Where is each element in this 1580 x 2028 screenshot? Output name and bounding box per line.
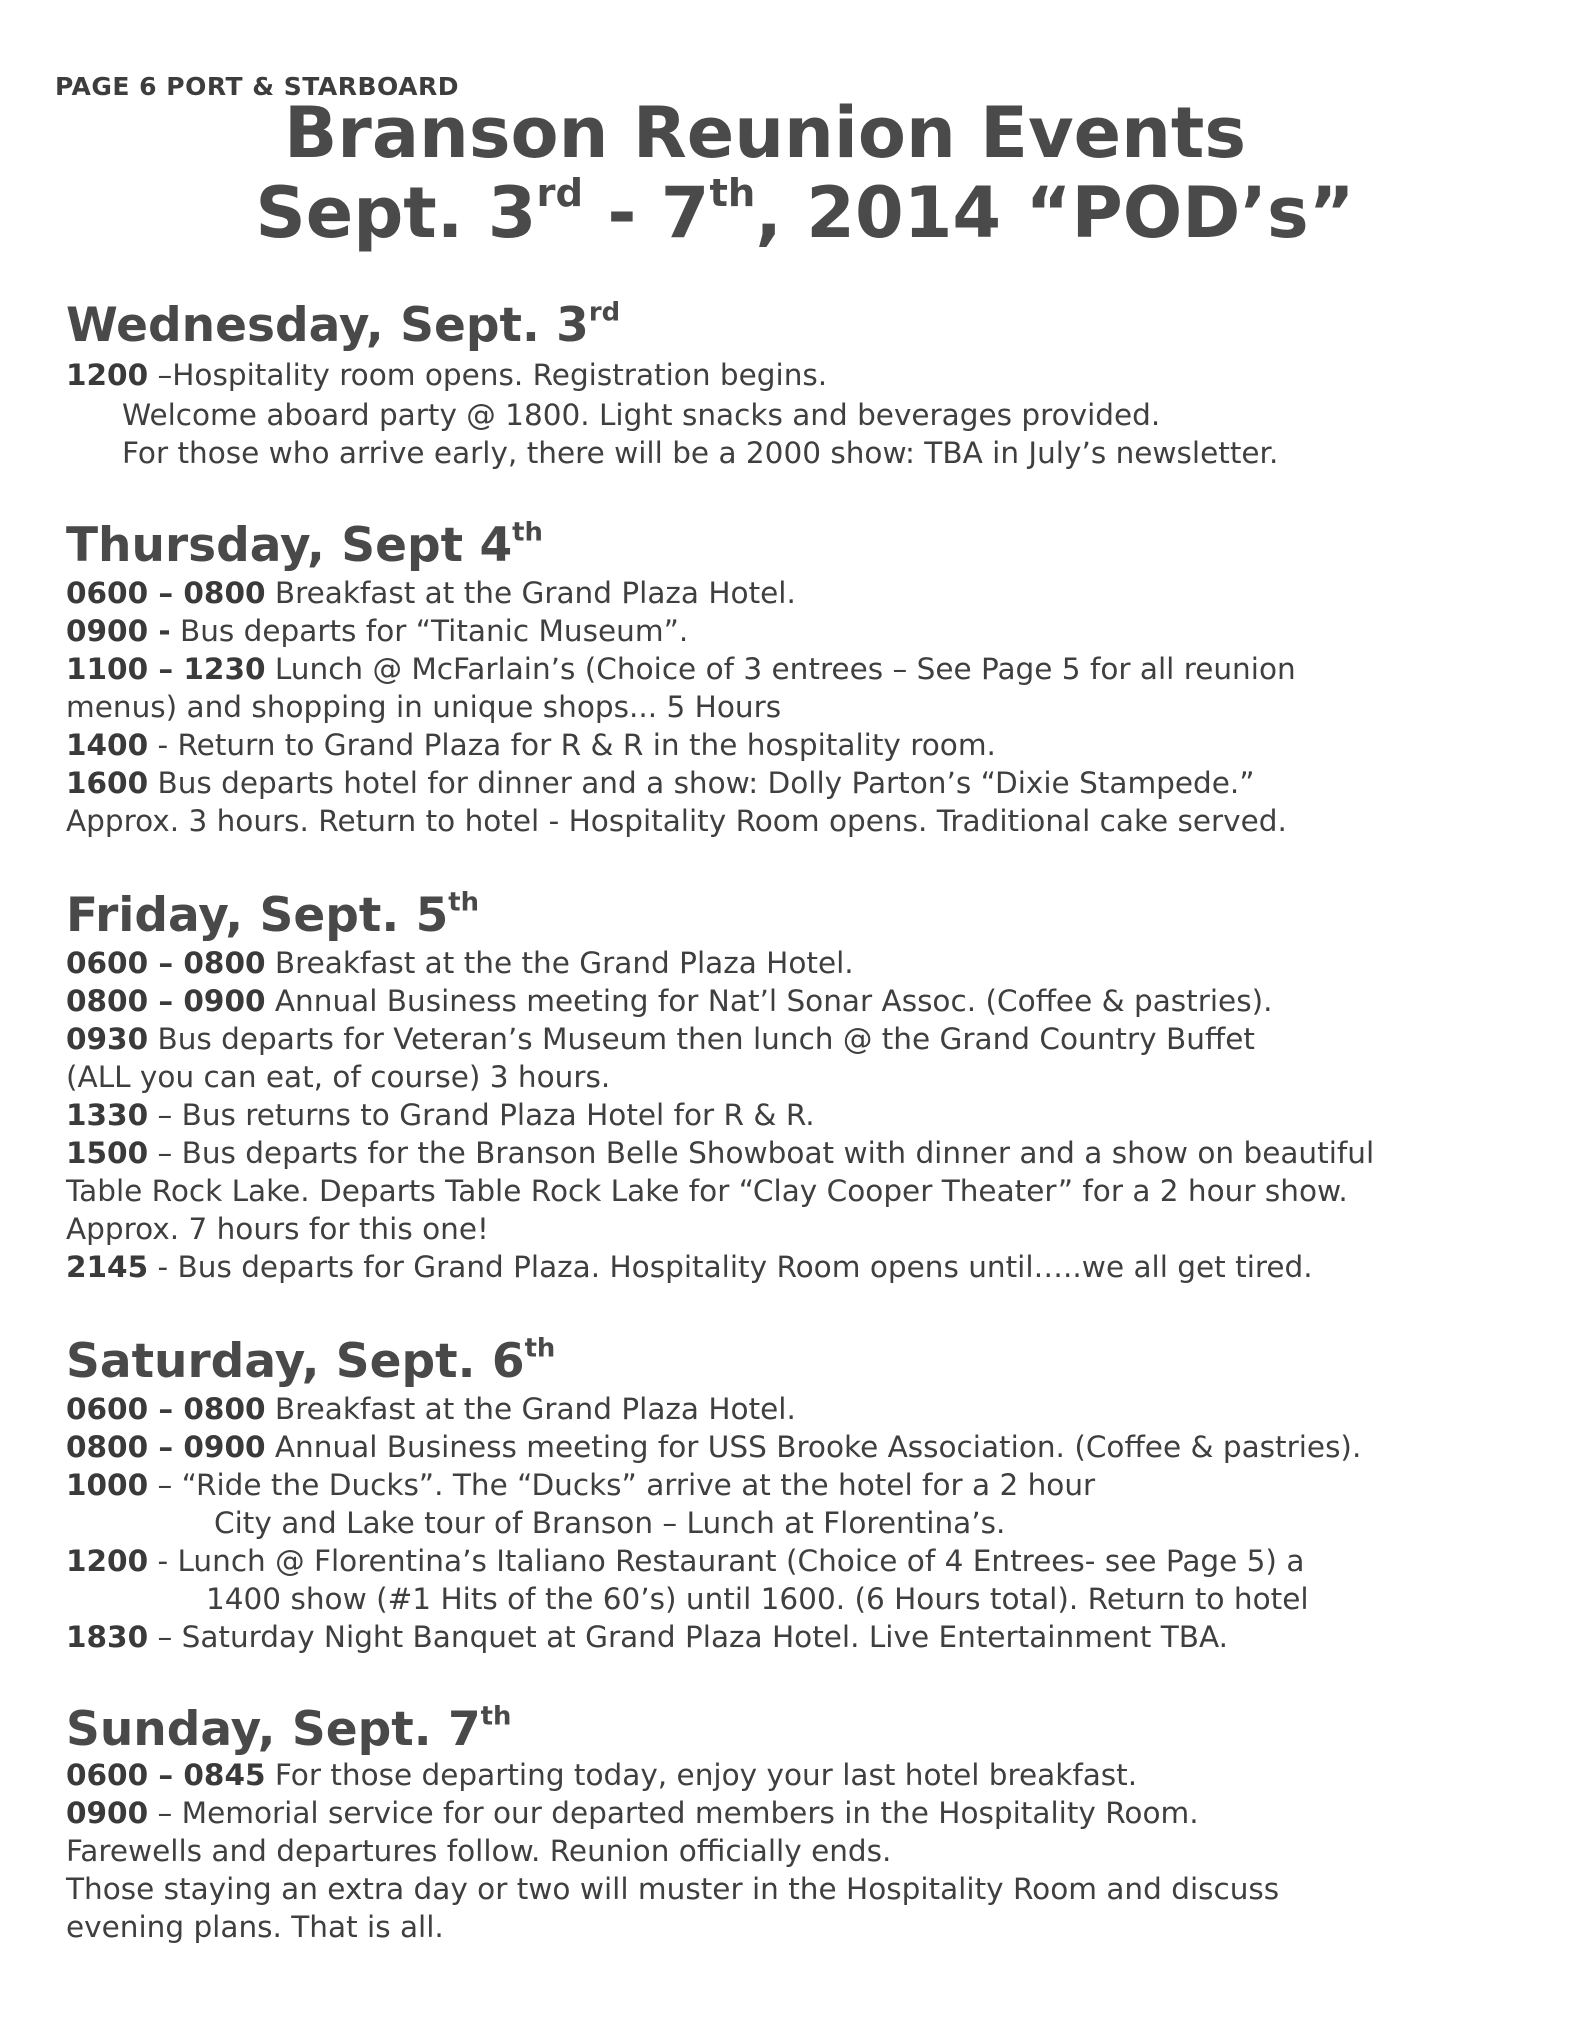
- friday-line-6: 1500 – Bus departs for the Branson Belle Showboat with dinner and a show on beautiful: [66, 1136, 1375, 1170]
- wednesday-heading: Wednesday, Sept. 3rd: [66, 297, 621, 353]
- thursday-line-5: 1400 - Return to Grand Plaza for R & R in the hospitality room.: [66, 728, 996, 762]
- wednesday-line-1: 1200 –Hospitality room opens. Registration begins.: [66, 358, 828, 392]
- saturday-line-5: 1200 - Lunch @ Florentina’s Italiano Restaurant (Choice of 4 Entrees- see Page 5) a: [66, 1544, 1305, 1578]
- thursday-line-7: Approx. 3 hours. Return to hotel - Hospitality Room opens. Traditional cake served.: [66, 804, 1287, 838]
- sunday-line-2: 0900 – Memorial service for our departed members in the Hospitality Room.: [66, 1796, 1199, 1830]
- sunday-line-3: Farewells and departures follow. Reunion officially ends.: [66, 1834, 892, 1868]
- saturday-line-3: 1000 – “Ride the Ducks”. The “Ducks” arrive at the hotel for a 2 hour: [66, 1468, 1096, 1502]
- friday-line-4: (ALL you can eat, of course) 3 hours.: [66, 1060, 611, 1094]
- saturday-heading: Saturday, Sept. 6th: [66, 1333, 556, 1389]
- friday-line-2: 0800 – 0900 Annual Business meeting for Nat’l Sonar Assoc. (Coffee & pastries).: [66, 984, 1273, 1018]
- sunday-line-1: 0600 – 0845 For those departing today, enjoy your last hotel breakfast.: [66, 1758, 1138, 1792]
- saturday-line-1: 0600 – 0800 Breakfast at the Grand Plaza Hotel.: [66, 1392, 796, 1426]
- thursday-line-3: 1100 – 1230 Lunch @ McFarlain’s (Choice of 3 entrees – See Page 5 for all reunion: [66, 652, 1296, 686]
- wednesday-line-2: Welcome aboard party @ 1800. Light snacks and beverages provided.: [122, 398, 1161, 432]
- friday-line-3: 0930 Bus departs for Veteran’s Museum then lunch @ the Grand Country Buffet: [66, 1022, 1255, 1056]
- friday-line-1: 0600 – 0800 Breakfast at the the Grand Plaza Hotel.: [66, 946, 854, 980]
- saturday-line-4: City and Lake tour of Branson – Lunch at Florentina’s.: [214, 1506, 1006, 1540]
- sunday-line-4: Those staying an extra day or two will muster in the Hospitality Room and discuss: [66, 1872, 1280, 1906]
- friday-line-9: 2145 - Bus departs for Grand Plaza. Hospitality Room opens until…..we all get tired.: [66, 1250, 1313, 1284]
- thursday-line-4: menus) and shopping in unique shops... 5 Hours: [66, 690, 782, 724]
- thursday-heading: Thursday, Sept 4th: [66, 517, 543, 573]
- saturday-line-7: 1830 – Saturday Night Banquet at Grand Plaza Hotel. Live Entertainment TBA.: [66, 1620, 1229, 1654]
- sunday-line-5: evening plans. That is all.: [66, 1910, 444, 1944]
- thursday-line-6: 1600 Bus departs hotel for dinner and a show: Dolly Parton’s “Dixie Stampede.”: [66, 766, 1255, 800]
- page-header: PAGE 6 PORT & STARBOARD: [55, 72, 459, 101]
- friday-line-5: 1330 – Bus returns to Grand Plaza Hotel for R & R.: [66, 1098, 815, 1132]
- thursday-line-1: 0600 – 0800 Breakfast at the Grand Plaza Hotel.: [66, 576, 796, 610]
- friday-line-8: Approx. 7 hours for this one!: [66, 1212, 489, 1246]
- wednesday-line-3: For those who arrive early, there will be a 2000 show: TBA in July’s newsletter.: [122, 436, 1279, 470]
- sunday-heading: Sunday, Sept. 7th: [66, 1701, 512, 1757]
- friday-heading: Friday, Sept. 5th: [66, 887, 480, 943]
- saturday-line-2: 0800 – 0900 Annual Business meeting for USS Brooke Association. (Coffee & pastries).: [66, 1430, 1362, 1464]
- saturday-line-6: 1400 show (#1 Hits of the 60’s) until 1600. (6 Hours total). Return to hotel: [206, 1582, 1309, 1616]
- title-line-2: Sept. 3rd - 7th, 2014 “POD’s”: [255, 171, 1355, 254]
- title-line-1: Branson Reunion Events: [283, 92, 1247, 174]
- friday-line-7: Table Rock Lake. Departs Table Rock Lake for “Clay Cooper Theater” for a 2 hour show.: [66, 1174, 1348, 1208]
- thursday-line-2: 0900 - Bus departs for “Titanic Museum”.: [66, 614, 689, 648]
